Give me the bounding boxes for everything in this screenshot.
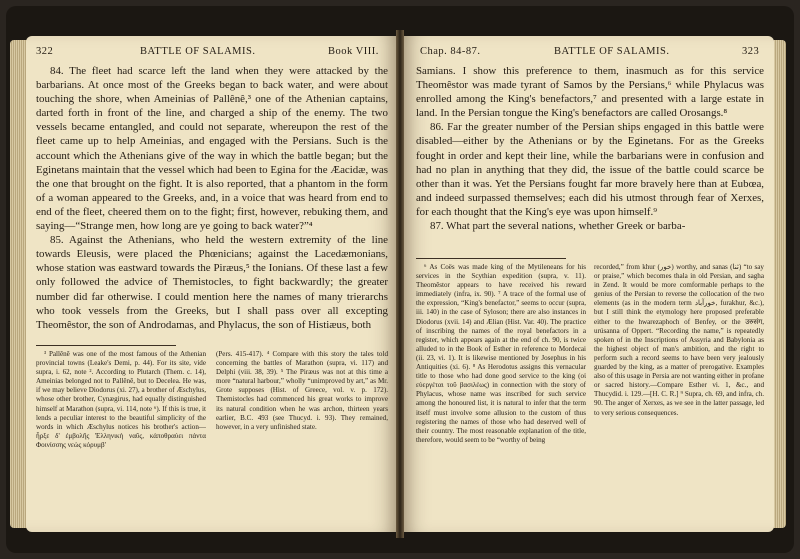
chapter-label: Chap. 84-87. (420, 46, 481, 57)
paragraph-86: 86. Far the greater number of the Persian ships engaged in this battle were disabled—either by the Athenians or by the Eginetans. For as the Greeks fought in order and kept their line, while the barbarians were in confusion and had no plan in anything that they did, the issue of the battle could scarce be other than it was. Yet the Persians fought far more bravely here than at Eubœa, and indeed surpassed themselves; each did his utmost through fear of Xerxes, for each thought that the King's eye was upon himself.⁹ (416, 121, 764, 218)
left-footnotes-col1 (36, 350, 206, 451)
left-footnotes-col2 (216, 350, 388, 432)
right-page-number: 323 (742, 46, 760, 57)
footnote-3: ³ Pallênê was one of the most famous of the Athenian provincial towns (Leake's Demi, p. 44). For its site, vide supra, i. 62, note ². According to Plutarch (Them. c. 14), Ameinias belonged not to Pallênê, but to Decelea. He was, if we may believe Diodorus (xi. 27), a brother of Æschylus, whose other brother, Cynægirus, had equally distinguished himself at Marathon (supra, vi. 114, note ⁶). If this is true, it lends a peculiar interest to the beautiful simplicity of the words in which Æschylus notices his brother's action—ἦρξε δ' ἐμβολῆς Ἑλληνικὴ ναῦς, κἀποθραύει πάντα Φοινίσσης νεὼς κόρυμβ' (36, 350, 206, 449)
right-running-title: BATTLE OF SALAMIS. (554, 46, 670, 57)
right-main-text (416, 64, 764, 233)
footnote-rule (416, 258, 566, 259)
left-page-number: 322 (36, 46, 54, 57)
paragraph-87: 87. What part the several nations, whether Greek or barba- (430, 220, 686, 233)
left-main-text (36, 64, 388, 332)
left-page (26, 36, 398, 532)
book-gutter (396, 30, 404, 538)
right-page (402, 36, 774, 532)
paragraph-85-cont: Samians. I show this preference to them, inasmuch as for this service Theomêstor was made tyrant of Samos by the Persians,⁶ while Phylacus was enrolled among the King's benefactors,⁷ and presented with a large estate in land. In the Persian tongue the King's benefactors are called Orosangs.⁸ (416, 65, 764, 120)
footnote-6-7-8: ⁶ As Coës was made king of the Mytileneans for his services in the Scythian expedition (supra, v. 11). Theomêstor appears to have received his reward immediately (infra, ix. 90). ⁷ A trace of the formal use of the expression, “King's benefactor,” seems to occur (supra, iii. 140) in the case of Syloson; there are also instances in Diodorus (xvii. 14) and Ælian (Hist. Var. 40). The practice of inscribing the names of the royal benefactors in a register, which appears again at the end of ch. 90, is twice alluded to in the Book of Esther in reference to Mordecai (ii. 23, vi. 1). It is likewise mentioned by Josephus in his Antiquities (xi. 6). ⁸ As Herodotus assigns this vernacular title to those who had done good service to the king (οἱ εὐεργέται τοῦ βασιλέως) in connection with the story of Phylacus, whose name was inscribed for such service among the honoured list, it is natural to infer that the term itself must involve some allusion to the custom of thus registering the names of those who had deserved well of their country. The most reasonable explanation of the title, therefore, would seem to be “worthy of being (416, 263, 586, 444)
right-page-edges (772, 40, 786, 528)
paragraph-85: 85. Against the Athenians, who held the western extremity of the line towards Eleusis, were placed the Phœnicians; against the Lacedæmonians, whose station was eastward towards the Piræus,⁵ the Ionians. Of these last a few only followed the advice of Themistocles, to fight backwardly; the greater number did far otherwise. I could mention here the names of many trierarchs who took vessels from the Greeks, but I shall pass over all excepting Theomêstor, the son of Androdamas, and Phylacus, the son of Histiæus, both (36, 234, 388, 331)
footnote-4-5: (Pers. 415-417). ⁴ Compare with this story the tales told concerning the battles of Marathon (supra, vi. 117) and Delphi (viii. 38, 39). ⁵ The Piræus was not at this time a more “natural harbour,” wholly “unimproved by art,” as Mr. Grote supposes (Hist. of Greece, vol. v. p. 172). Themistocles had commenced his great works to improve its natural condition when he was archon, thirteen years earlier, B.C. 493 (see Thucyd. i. 93). They remained, however, in a very unfinished state. (216, 350, 388, 431)
left-running-title: BATTLE OF SALAMIS. (140, 46, 256, 57)
right-footnotes-col1 (416, 263, 586, 445)
book-label: Book VIII. (328, 46, 379, 57)
paragraph-84: 84. The fleet had scarce left the land when they were attacked by the barbarians. At once most of the Greeks began to back water, and were about touching the shore, when Ameinias of Pallênê,³ one of the Athenian captains, darted forth in front of the line, and charged a ship of the enemy. The two vessels became entangled, and could not separate, whereupon the rest of the fleet came up to help Ameinias, and engaged with the Persians. Such is the account which the Athenians give of the way in which the battle began; but the Eginetans maintain that the vessel which had been to Egina for the Æacidæ, was the one that brought on the fight. It is also reported, that a phantom in the form of a woman appeared to the Greeks, and, in a voice that was heard from end to end of the fleet, cheered them on to the fight; first, however, rebuking them, and saying—“Strange men, how long are ye going to back water?”⁴ (36, 65, 388, 233)
footnote-8-cont-9: recorded,” from khur (خور) worthy, and sanas (ثنا) “to say or praise,” which becomes thala in old Persian, and sagha in Zend. It would be more comformable perhaps to the genius of the Persian to reverse the collocation of the two elements (as in the modern term خورآباد, furakhur, &c.), but I still think the etymology here proposed preferable either to the hwarezaphoch of Benfey, or the उरुसंग, urúsanna of Oppert. “Recording the name,” is repeatedly spoken of in the Inscriptions of Assyria and Babylonia as the highest object of man's ambition, and the right to perform such a record seems to have been very jealously guarded by the king, as a matter of prerogative. Examples also of this usage in Persia are not wanting either in profane or sacred history.—Compare Esther vi. 1, &c., and Thucydid. i. 129.—[H. C. R.] ⁹ Supra, ch. 69, and infra, ch. 90. The anger of Xerxes, as we see in the latter passage, led to very serious consequences. (594, 263, 765, 417)
right-footnotes-col2 (594, 263, 764, 418)
footnote-rule (36, 345, 176, 346)
